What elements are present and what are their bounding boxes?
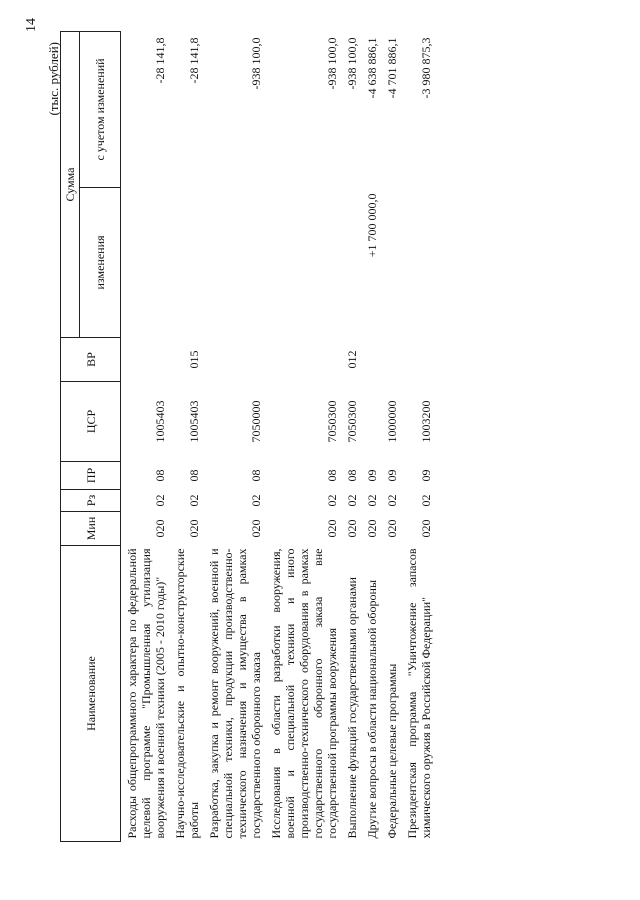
table-row xyxy=(381,31,401,841)
row-min: 020 xyxy=(249,519,263,538)
row-vr xyxy=(203,338,265,382)
row-csr xyxy=(361,382,381,462)
row-total: -938 100,0 xyxy=(345,37,359,90)
row-name: Федеральные целевые программы xyxy=(385,663,399,839)
row-vr xyxy=(381,338,401,382)
row-min: 020 xyxy=(325,519,339,538)
row-vr xyxy=(265,338,341,382)
row-csr: 1000000 xyxy=(385,400,399,443)
row-vr xyxy=(401,338,435,382)
col-header-with-change: с учетом изменений xyxy=(80,31,121,187)
row-rz: 02 xyxy=(153,494,167,507)
row-rz: 02 xyxy=(187,494,201,507)
units-label: (тыс. рублей) xyxy=(46,42,61,116)
row-min: 020 xyxy=(365,519,379,538)
table-row xyxy=(121,31,170,841)
row-change xyxy=(401,188,435,338)
row-total: -3 980 875,3 xyxy=(419,37,433,99)
row-min: 020 xyxy=(187,519,201,538)
row-pr: 09 xyxy=(419,469,433,482)
row-csr: 7050300 xyxy=(325,400,339,443)
row-name: Научно-исследовательские и опытно-конструкторские работы xyxy=(173,548,201,839)
row-rz: 02 xyxy=(385,494,399,507)
row-pr: 09 xyxy=(365,469,379,482)
table-row xyxy=(361,31,381,841)
col-header-change: изменения xyxy=(80,188,121,338)
row-vr: 012 xyxy=(345,350,359,369)
row-pr: 08 xyxy=(153,469,167,482)
row-rz: 02 xyxy=(419,494,433,507)
row-rz: 02 xyxy=(249,494,263,507)
row-pr: 08 xyxy=(187,469,201,482)
table-row xyxy=(341,31,361,841)
row-name: Выполнение функций государственными органами xyxy=(345,577,359,839)
row-pr: 09 xyxy=(385,469,399,482)
row-change xyxy=(203,188,265,338)
row-total: -938 100,0 xyxy=(325,37,339,90)
row-min: 020 xyxy=(153,519,167,538)
row-total: -28 141,8 xyxy=(153,37,167,84)
row-change xyxy=(265,188,341,338)
col-header-min: Мин xyxy=(61,512,121,546)
row-name: Другие вопросы в области национальной обороны xyxy=(365,579,379,839)
page-number: 14 xyxy=(24,18,39,32)
table-row xyxy=(169,31,203,841)
row-change xyxy=(169,188,203,338)
col-header-csr: ЦСР xyxy=(61,382,121,462)
row-change xyxy=(121,188,170,338)
row-min: 020 xyxy=(345,519,359,538)
row-vr xyxy=(361,338,381,382)
row-min: 020 xyxy=(419,519,433,538)
row-total: -28 141,8 xyxy=(187,37,201,84)
row-change xyxy=(381,188,401,338)
row-total: -4 638 886,1 xyxy=(365,37,379,99)
row-vr: 015 xyxy=(187,350,201,369)
row-change: +1 700 000,0 xyxy=(365,193,379,258)
row-change xyxy=(341,188,361,338)
row-pr: 08 xyxy=(345,469,359,482)
row-csr: 1005403 xyxy=(187,400,201,443)
table-row xyxy=(265,31,341,841)
col-header-sum: Сумма xyxy=(61,31,80,337)
row-name: Президентская программа "Уничтожение запасов химического оружия в Российской Федерации" xyxy=(405,548,433,839)
row-vr xyxy=(121,338,170,382)
row-rz: 02 xyxy=(325,494,339,507)
table-row xyxy=(401,31,435,841)
col-header-rz: Рз xyxy=(61,490,121,512)
row-csr: 1005403 xyxy=(153,400,167,443)
row-min: 020 xyxy=(385,519,399,538)
row-total: -4 701 886,1 xyxy=(385,37,399,99)
row-name: Исследования в области разработки вооружения, военной и специальной техники и иного производственно-технического оборудования в рамках государственного оборонного заказа вне государственной программы вооружения xyxy=(269,548,339,839)
row-total: -938 100,0 xyxy=(249,37,263,90)
row-name: Разработка, закупка и ремонт вооружений, военной и специальной техники, продукции производственно-технического назначения и имущества в рамках государственного оборонного заказа xyxy=(207,548,263,839)
row-rz: 02 xyxy=(345,494,359,507)
row-csr: 1003200 xyxy=(419,400,433,443)
row-pr: 08 xyxy=(249,469,263,482)
row-csr: 7050300 xyxy=(345,400,359,443)
row-name: Расходы общепрограммного характера по федеральной целевой программе "Промышленная утилизация вооружения и военной техники (2005 - 2010 годы)" xyxy=(125,548,167,839)
row-rz: 02 xyxy=(365,494,379,507)
col-header-name: Наименование xyxy=(61,546,121,842)
row-pr: 08 xyxy=(325,469,339,482)
col-header-pr: ПР xyxy=(61,462,121,490)
table-row xyxy=(203,31,265,841)
budget-table xyxy=(60,31,435,842)
row-csr: 7050000 xyxy=(249,400,263,443)
col-header-vr: ВР xyxy=(61,338,121,382)
